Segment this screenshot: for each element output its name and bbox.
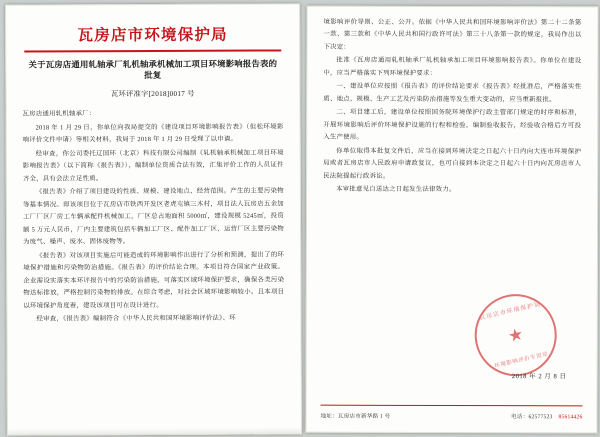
paragraph: 二、项目建工后，建设单位按照国务院环境保护行政主管部门规定的时序和标准，开展环境影响后评价环境保护设施的行程和检验，编制验收报告，经验收合格后方可投入生产使用。 (323, 109, 582, 142)
paragraph: 本审批意见自送达之日起发生法律效力。 (336, 185, 456, 194)
document-page-left (5, 3, 302, 435)
footer-postcode: 85614426 (558, 414, 583, 421)
paragraph: 一、建设单位应按照《报告表》的评价结论要求《报告表》经批准后，严格落实性质、地点、规模、生产工艺及污染防治措施等发生重大变动的，应当重新报批。 (323, 83, 582, 104)
seal-top-text: 瓦房店市环境保护局 (478, 301, 542, 322)
footer-address: 地址：瓦房店市新华路 1 号 (320, 413, 391, 420)
header-divider-rule (24, 49, 281, 52)
footer-phone-label: 电话： (511, 414, 529, 421)
paragraph: 经审查，《报告表》编制符合《中华人民共和国环境影响评价法》、环 (36, 314, 236, 323)
paragraph: 《报告表》介绍了项目建设的性质、规模、建设地点、经营范围。产生的主要污染物等基本情况。即该项目位于瓦房店市铁西开发区老虎屯镇三木村，项目法人瓦房店五金加工厂厂区厂房工车辆承配件机械加工，厂区总占地面积 5000㎡，建设规模 5245㎡，投资额 5 万元人民币，厂内主要建筑包括车辆加工厂区、配件加工厂区、运营厂区主要污染物为废气、噪声、废水、固体废物等。 (22, 187, 285, 246)
paragraph: 《报告表》对该项目实施后可能造成的环境影响作出进行了分析和预测，提出了的环境保护措施和污染物防治措施。《报告表》的评价结论合理。本项目符合国家产业政策。企业需设实落实本环评报告中的污染防治措施，可落实区域环境保护要求，确保各类污染物达标排放，严格控制污染物的排放。在综合考虑，对社会区域环境影响较小。且本项目以环境保护角度看，建设该项目可在设计进行。 (23, 251, 285, 310)
issue-date: 2018 年 2 月 8 日 (511, 373, 567, 381)
seal-bottom-text: 环境影响评价专用章 (494, 351, 549, 370)
right-body-text (323, 17, 581, 197)
paragraph: 2018 年 1 月 29 日，你单位向我局提交的《建设项目环境影响报告表》（但松环境影响评价文件申请）等相关材料，我局于 2018 年 1 月 29 日受理了以申请。 (22, 123, 284, 144)
right-page-content (306, 7, 597, 433)
document-number: 瓦环评准字[2018]0017 号 (111, 90, 195, 99)
document-page-right (305, 6, 598, 434)
paragraph: 你单位取得本批复文件后，应当在接到环境决定之日起六十日内向大连市环境保护局或者瓦房店市人民政府申请政复议，也可自接到本决定之日起六十日内向瓦房店市人民法院提起行政诉讼。 (323, 147, 582, 180)
footer-phone: 62577523 (528, 414, 553, 421)
page-edge-shadow (8, 427, 301, 434)
paragraph: 境影响评价导则、公正、公开。依据《中华人民共和国环境影响评价法》第二十二条第一款、第三款和《中华人民共和国行政许可法》第三十八条第一款的规定，我局作出以下决定： (323, 18, 582, 51)
issuing-authority-header: 瓦房店市环境保护局 (77, 26, 228, 45)
left-body-text (23, 108, 285, 326)
page-footer (320, 412, 582, 421)
document-title: 关于瓦房店通用轧轴承厂轧机轴承机械加工项目环境影响报告表的批复 (28, 59, 278, 81)
left-page-content (6, 4, 301, 434)
footer-contact (511, 412, 582, 420)
paragraph: 批准《瓦房店通用轧机轴承厂轧机轴承加工项目环境影响报告表》。你单位在建设中，应当严格落实下列环境保护要求： (323, 57, 582, 77)
addressee-line: 瓦房店通用轧机轴承厂： (22, 110, 96, 118)
paragraph: 经审查，你公司委托辽国环（北京）科技有限公司编制《轧机轴承机械加工项目环境影响报告表》（以下简称《报告表》），编制单位资质合法有效，汇集评价工作的人员证件齐全，具有会法立足性质。 (22, 149, 284, 183)
star-icon: ★ (506, 324, 526, 347)
